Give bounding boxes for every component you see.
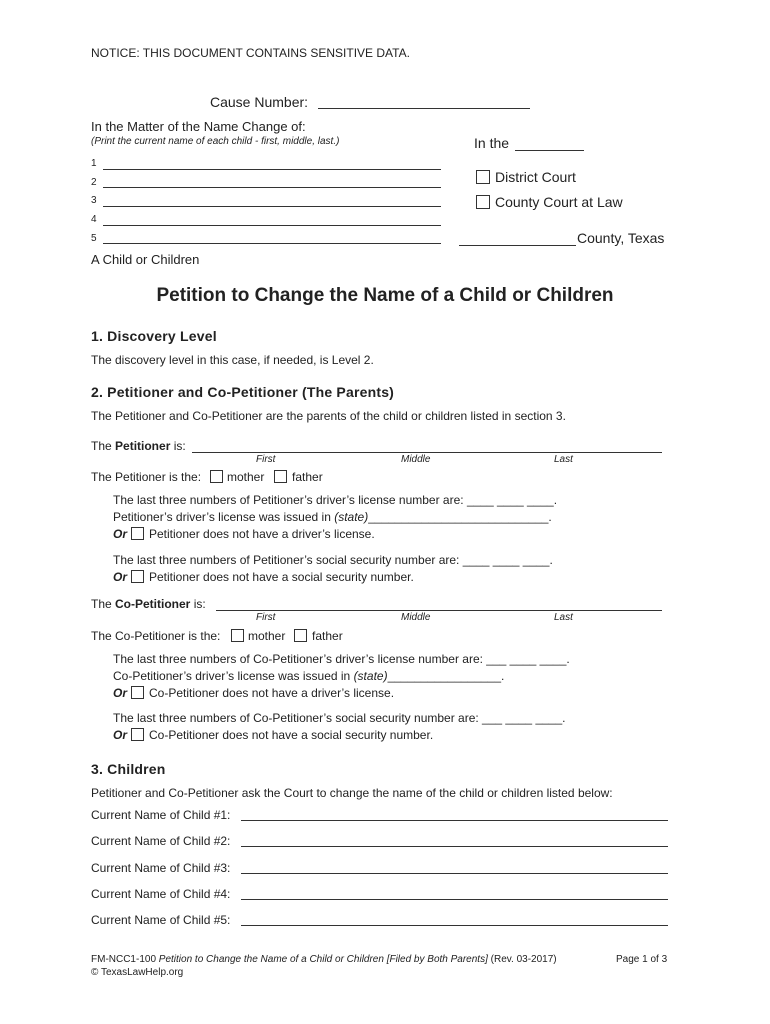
copetitioner-mother-checkbox[interactable] [231,629,244,642]
or-label: Or [113,686,128,700]
child-name-line-5[interactable] [103,243,441,244]
petitioner-father-checkbox[interactable] [274,470,287,483]
child-4-name-field[interactable] [241,899,668,900]
child-3-label: Current Name of Child #3: [91,861,231,875]
in-the-label: In the [474,135,510,151]
petitioner-no-dl-checkbox[interactable] [131,527,144,540]
sensitive-data-notice: NOTICE: THIS DOCUMENT CONTAINS SENSITIVE DATA. [91,46,410,60]
copetitioner-name-field[interactable] [216,610,662,611]
petitioner-mother-checkbox[interactable] [210,470,223,483]
line-number: 4 [91,214,97,225]
child-name-line-3[interactable] [103,206,441,207]
child-2-label: Current Name of Child #2: [91,834,231,848]
copetitioner-father-checkbox[interactable] [294,629,307,642]
first-sublabel: First [256,454,276,465]
line-number: 2 [91,177,97,188]
section-3-text: Petitioner and Co-Petitioner ask the Court to change the name of the child or children listed below: [91,786,613,800]
footer-page-number: Page 1 of 3 [616,954,668,965]
footer-form-line: FM-NCC1-100 Petition to Change the Name of a Child or Children [Filed by Both Parents] (Rev. 03-2017) [91,954,557,965]
child-name-line-1[interactable] [103,169,441,170]
child-1-label: Current Name of Child #1: [91,808,231,822]
copetitioner-dl-numbers: The last three numbers of Co-Petitioner’s driver’s license number are: ___ ____ ____. [113,652,570,666]
line-number: 1 [91,158,97,169]
petitioner-no-dl-label: Petitioner does not have a driver’s license. [149,527,375,541]
petitioner-father-label: father [292,470,323,484]
petitioner-no-ssn-label: Petitioner does not have a social security number. [149,570,414,584]
cause-number-label: Cause Number: [210,94,309,110]
copetitioner-mother-label: mother [248,629,286,643]
court-number-field[interactable] [515,150,584,151]
county-name-field[interactable] [459,245,576,246]
county-court-label: County Court at Law [495,194,623,210]
middle-sublabel: Middle [401,612,431,623]
copetitioner-ssn-numbers: The last three numbers of Co-Petitioner’s social security number are: ___ ____ ____. [113,711,566,725]
copetitioner-label: The Co-Petitioner is: [91,597,206,611]
last-sublabel: Last [554,454,573,465]
district-court-checkbox[interactable] [476,170,490,184]
cause-number-field[interactable] [318,108,530,109]
first-sublabel: First [256,612,276,623]
a-child-label: A Child or Children [91,252,200,267]
county-court-checkbox[interactable] [476,195,490,209]
footer-copyright: © TexasLawHelp.org [91,967,184,978]
child-5-label: Current Name of Child #5: [91,913,231,927]
petitioner-dl-state: Petitioner’s driver’s license was issued in (state)___________________________. [113,510,552,524]
document-title: Petition to Change the Name of a Child or Children [156,285,614,306]
section-1-text: The discovery level in this case, if needed, is Level 2. [91,353,374,367]
child-2-name-field[interactable] [241,846,668,847]
or-label: Or [113,527,128,541]
copetitioner-dl-state: Co-Petitioner’s driver’s license was issued in (state)_________________. [113,669,505,683]
child-5-name-field[interactable] [241,925,668,926]
or-label: Or [113,728,128,742]
section-2-heading: 2. Petitioner and Co-Petitioner (The Parents) [91,384,395,400]
section-2-text: The Petitioner and Co-Petitioner are the parents of the child or children listed in section 3. [91,409,566,423]
copetitioner-no-ssn-label: Co-Petitioner does not have a social security number. [149,728,434,742]
copetitioner-is-the-label: The Co-Petitioner is the: [91,629,221,643]
petitioner-dl-numbers: The last three numbers of Petitioner’s driver’s license number are: ____ ____ ____. [113,493,558,507]
child-3-name-field[interactable] [241,873,668,874]
petitioner-ssn-numbers: The last three numbers of Petitioner’s social security number are: ____ ____ ____. [113,553,553,567]
line-number: 3 [91,195,97,206]
petitioner-label: The Petitioner is: [91,439,186,453]
line-number: 5 [91,233,97,244]
section-3-heading: 3. Children [91,761,166,777]
petitioner-no-ssn-checkbox[interactable] [131,570,144,583]
petitioner-mother-label: mother [227,470,265,484]
section-1-heading: 1. Discovery Level [91,328,217,344]
copetitioner-father-label: father [312,629,343,643]
petitioner-is-the-label: The Petitioner is the: [91,470,202,484]
child-1-name-field[interactable] [241,820,668,821]
last-sublabel: Last [554,612,573,623]
middle-sublabel: Middle [401,454,431,465]
petitioner-name-field[interactable] [192,452,662,453]
child-name-line-4[interactable] [103,225,441,226]
copetitioner-no-dl-checkbox[interactable] [131,686,144,699]
district-court-label: District Court [495,169,576,185]
or-label: Or [113,570,128,584]
child-name-line-2[interactable] [103,187,441,188]
copetitioner-no-dl-label: Co-Petitioner does not have a driver’s license. [149,686,395,700]
copetitioner-no-ssn-checkbox[interactable] [131,728,144,741]
matter-label: In the Matter of the Name Change of: [91,119,306,134]
county-texas-label: County, Texas [577,230,665,246]
child-4-label: Current Name of Child #4: [91,887,231,901]
print-instruction: (Print the current name of each child - first, middle, last.) [91,136,340,147]
